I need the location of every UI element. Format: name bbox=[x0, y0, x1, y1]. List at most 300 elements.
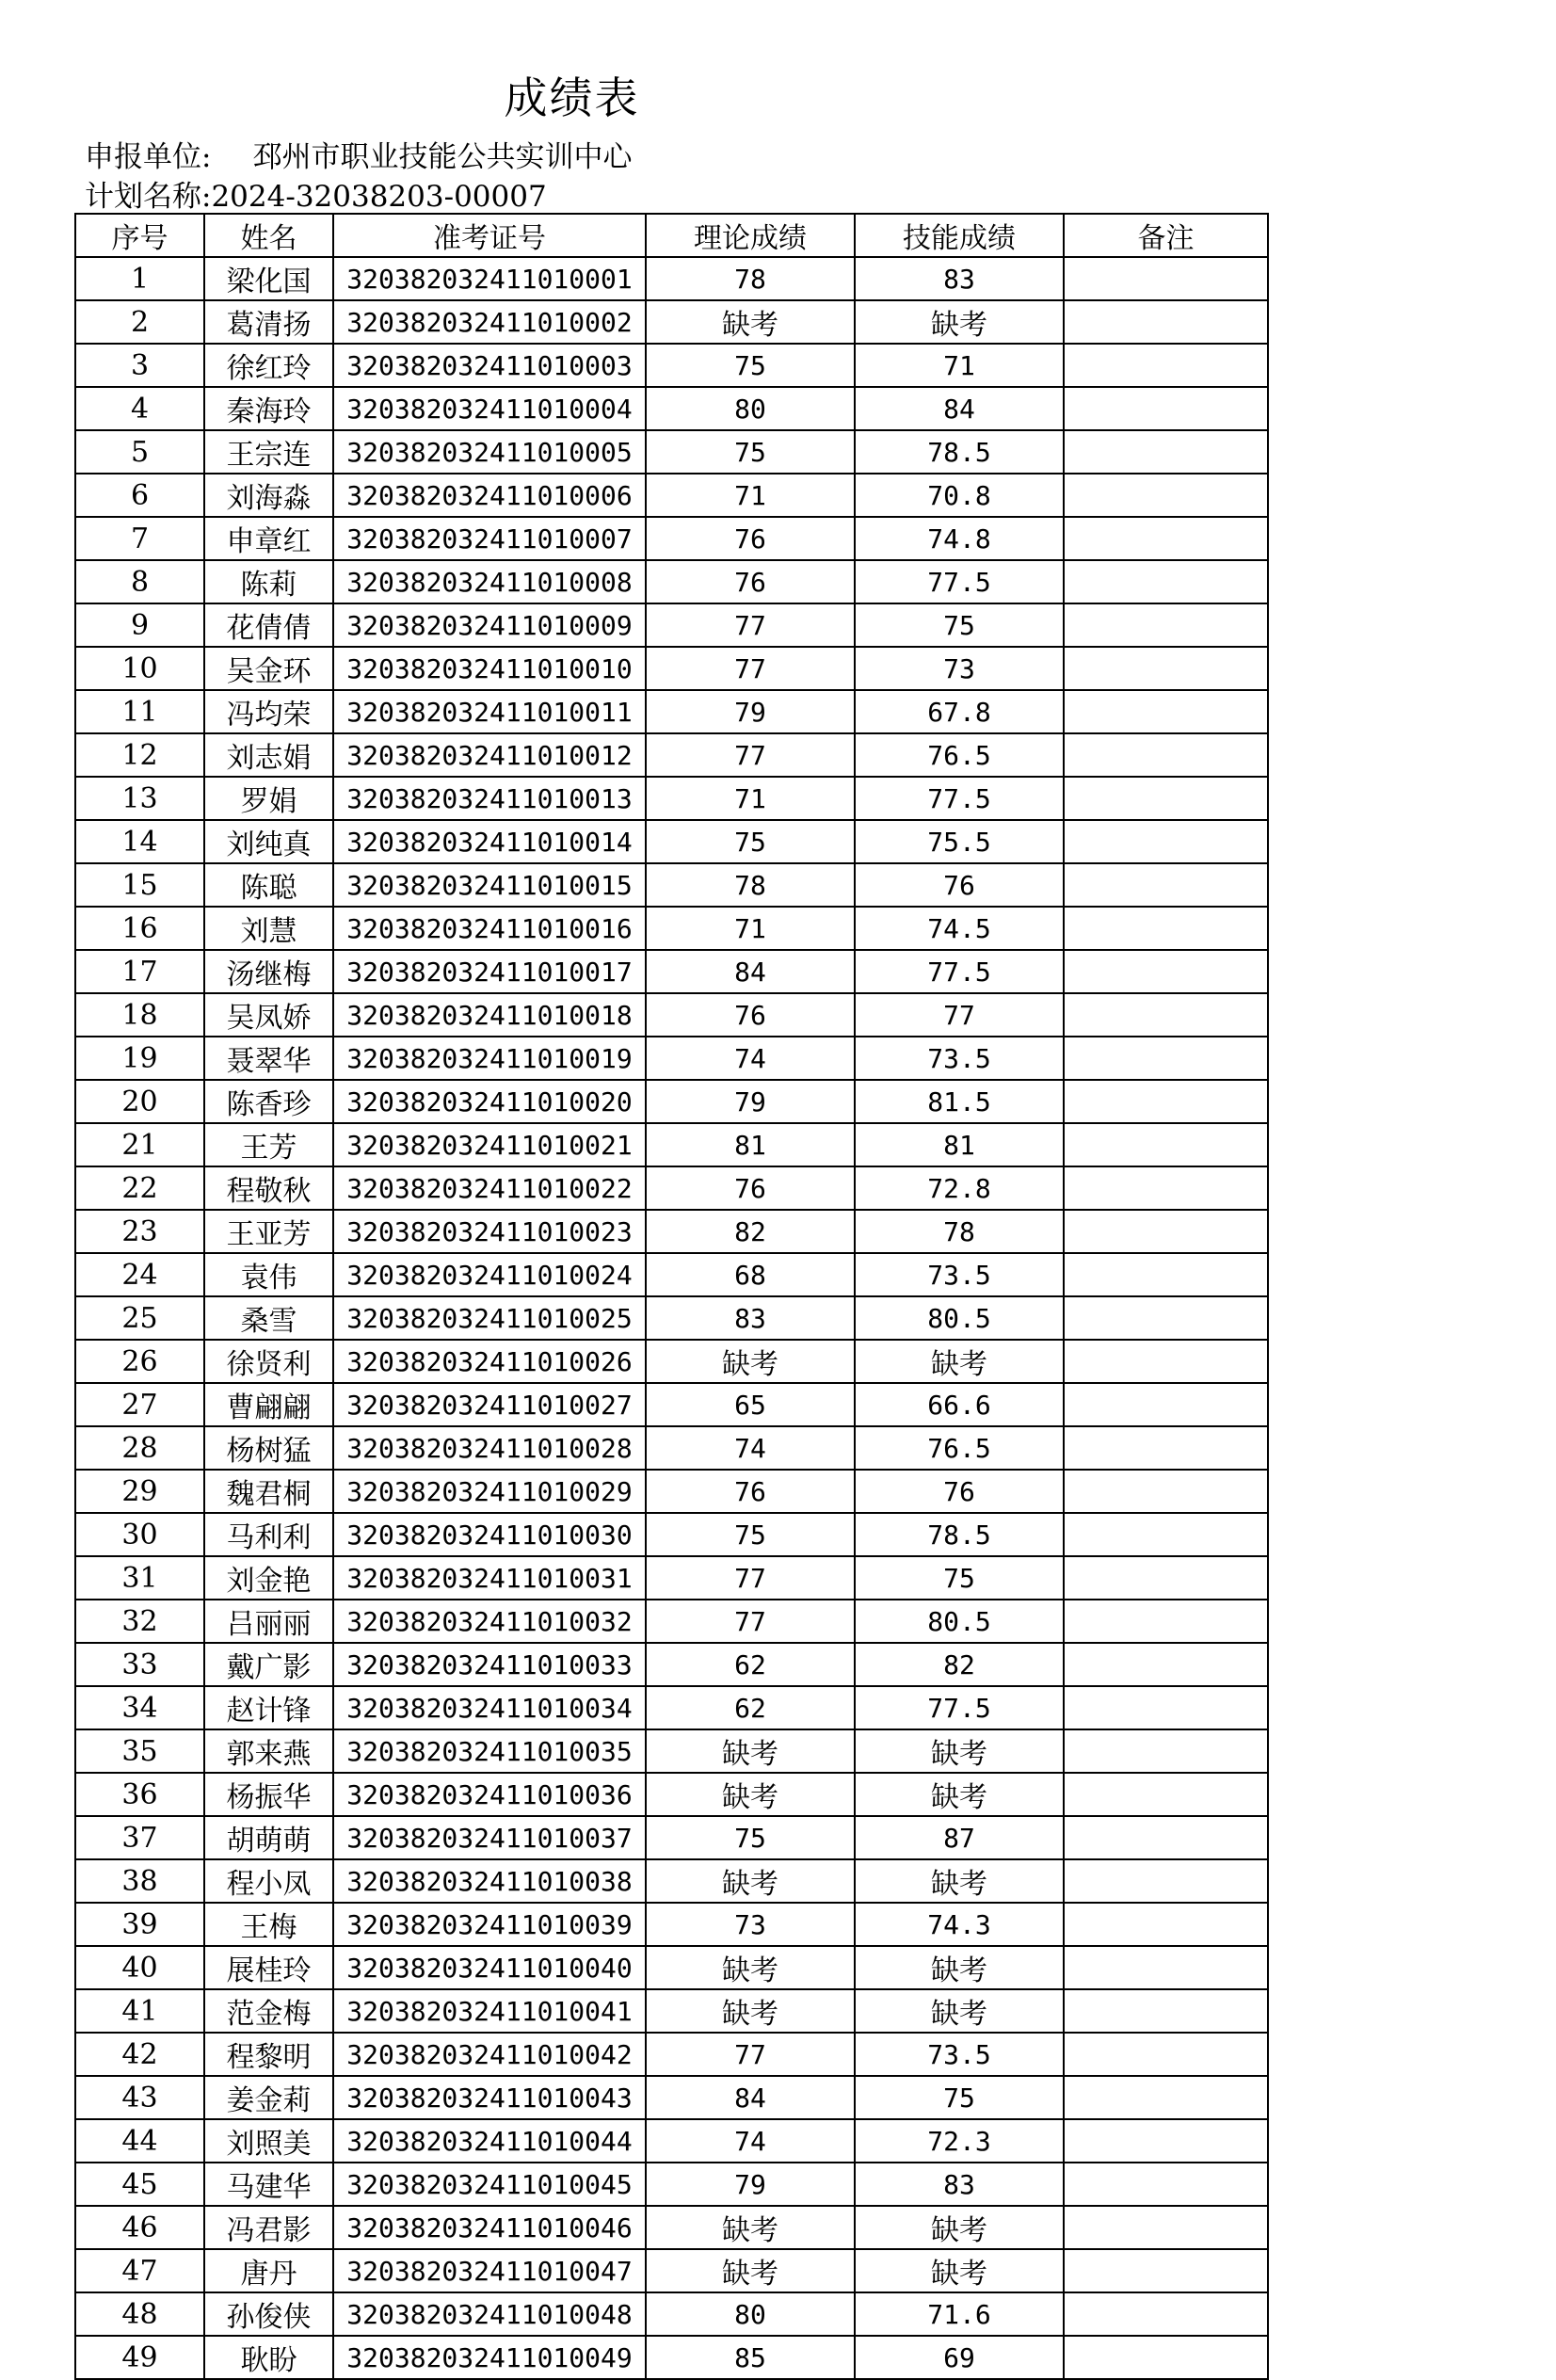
cell-no: 19 bbox=[75, 1037, 204, 1080]
cell-name: 展桂玲 bbox=[204, 1946, 333, 1989]
cell-skill-score: 77.5 bbox=[855, 1686, 1064, 1729]
cell-name: 吴凤娇 bbox=[204, 993, 333, 1037]
cell-remarks bbox=[1064, 517, 1268, 560]
cell-theory-score: 77 bbox=[646, 733, 855, 777]
cell-exam-id: 320382032411010030 bbox=[333, 1513, 646, 1556]
cell-remarks bbox=[1064, 344, 1268, 387]
cell-theory-score: 68 bbox=[646, 1253, 855, 1296]
cell-theory-score: 缺考 bbox=[646, 1989, 855, 2033]
cell-theory-score: 84 bbox=[646, 950, 855, 993]
cell-remarks bbox=[1064, 1296, 1268, 1340]
cell-no: 36 bbox=[75, 1773, 204, 1816]
cell-exam-id: 320382032411010032 bbox=[333, 1600, 646, 1643]
cell-no: 11 bbox=[75, 690, 204, 733]
table-row bbox=[75, 907, 1268, 950]
cell-no: 44 bbox=[75, 2119, 204, 2163]
cell-remarks bbox=[1064, 1470, 1268, 1513]
cell-name: 冯君影 bbox=[204, 2206, 333, 2249]
cell-exam-id: 320382032411010026 bbox=[333, 1340, 646, 1383]
cell-name: 王梅 bbox=[204, 1903, 333, 1946]
cell-exam-id: 320382032411010046 bbox=[333, 2206, 646, 2249]
cell-exam-id: 320382032411010008 bbox=[333, 560, 646, 603]
cell-no: 30 bbox=[75, 1513, 204, 1556]
cell-exam-id: 320382032411010024 bbox=[333, 1253, 646, 1296]
cell-no: 32 bbox=[75, 1600, 204, 1643]
cell-no: 9 bbox=[75, 603, 204, 647]
table-row bbox=[75, 2336, 1268, 2379]
cell-theory-score: 缺考 bbox=[646, 1340, 855, 1383]
table-row bbox=[75, 647, 1268, 690]
cell-no: 38 bbox=[75, 1859, 204, 1903]
cell-remarks bbox=[1064, 2292, 1268, 2336]
cell-exam-id: 320382032411010014 bbox=[333, 820, 646, 863]
cell-exam-id: 320382032411010017 bbox=[333, 950, 646, 993]
table-row bbox=[75, 820, 1268, 863]
cell-theory-score: 76 bbox=[646, 993, 855, 1037]
cell-name: 刘金艳 bbox=[204, 1556, 333, 1600]
table-row bbox=[75, 1556, 1268, 1600]
cell-no: 12 bbox=[75, 733, 204, 777]
cell-skill-score: 80.5 bbox=[855, 1600, 1064, 1643]
table-row bbox=[75, 1686, 1268, 1729]
cell-skill-score: 77.5 bbox=[855, 560, 1064, 603]
table-row bbox=[75, 1989, 1268, 2033]
table-row bbox=[75, 1903, 1268, 1946]
cell-theory-score: 缺考 bbox=[646, 1729, 855, 1773]
cell-skill-score: 76 bbox=[855, 863, 1064, 907]
cell-skill-score: 73.5 bbox=[855, 2033, 1064, 2076]
cell-remarks bbox=[1064, 907, 1268, 950]
cell-exam-id: 320382032411010006 bbox=[333, 474, 646, 517]
column-header-theory-score: 理论成绩 bbox=[646, 214, 855, 257]
cell-exam-id: 320382032411010035 bbox=[333, 1729, 646, 1773]
cell-name: 杨树猛 bbox=[204, 1426, 333, 1470]
table-row bbox=[75, 1123, 1268, 1166]
cell-remarks bbox=[1064, 993, 1268, 1037]
cell-remarks bbox=[1064, 777, 1268, 820]
cell-exam-id: 320382032411010009 bbox=[333, 603, 646, 647]
cell-no: 20 bbox=[75, 1080, 204, 1123]
cell-name: 胡萌萌 bbox=[204, 1816, 333, 1859]
cell-remarks bbox=[1064, 1123, 1268, 1166]
cell-no: 16 bbox=[75, 907, 204, 950]
cell-skill-score: 78.5 bbox=[855, 1513, 1064, 1556]
cell-remarks bbox=[1064, 1210, 1268, 1253]
column-header-name: 姓名 bbox=[204, 214, 333, 257]
cell-skill-score: 73 bbox=[855, 647, 1064, 690]
cell-name: 聂翠华 bbox=[204, 1037, 333, 1080]
cell-exam-id: 320382032411010004 bbox=[333, 387, 646, 430]
cell-theory-score: 74 bbox=[646, 2119, 855, 2163]
declaring-unit bbox=[85, 139, 632, 175]
cell-remarks bbox=[1064, 950, 1268, 993]
column-header-no: 序号 bbox=[75, 214, 204, 257]
cell-no: 41 bbox=[75, 1989, 204, 2033]
cell-remarks bbox=[1064, 1037, 1268, 1080]
cell-name: 罗娟 bbox=[204, 777, 333, 820]
cell-exam-id: 320382032411010005 bbox=[333, 430, 646, 474]
table-row bbox=[75, 1210, 1268, 1253]
cell-remarks bbox=[1064, 2206, 1268, 2249]
table-header-row bbox=[75, 214, 1268, 257]
cell-theory-score: 80 bbox=[646, 387, 855, 430]
cell-name: 马建华 bbox=[204, 2163, 333, 2206]
cell-skill-score: 74.5 bbox=[855, 907, 1064, 950]
table-row bbox=[75, 2033, 1268, 2076]
cell-exam-id: 320382032411010038 bbox=[333, 1859, 646, 1903]
cell-exam-id: 320382032411010048 bbox=[333, 2292, 646, 2336]
cell-no: 15 bbox=[75, 863, 204, 907]
cell-theory-score: 缺考 bbox=[646, 300, 855, 344]
cell-exam-id: 320382032411010019 bbox=[333, 1037, 646, 1080]
cell-theory-score: 77 bbox=[646, 2033, 855, 2076]
table-row bbox=[75, 1166, 1268, 1210]
cell-theory-score: 76 bbox=[646, 517, 855, 560]
cell-remarks bbox=[1064, 1773, 1268, 1816]
table-row bbox=[75, 257, 1268, 300]
cell-no: 27 bbox=[75, 1383, 204, 1426]
cell-skill-score: 缺考 bbox=[855, 1946, 1064, 1989]
cell-skill-score: 78.5 bbox=[855, 430, 1064, 474]
cell-remarks bbox=[1064, 733, 1268, 777]
cell-exam-id: 320382032411010042 bbox=[333, 2033, 646, 2076]
cell-no: 13 bbox=[75, 777, 204, 820]
table-row bbox=[75, 1340, 1268, 1383]
cell-theory-score: 75 bbox=[646, 430, 855, 474]
cell-theory-score: 76 bbox=[646, 1470, 855, 1513]
table-row bbox=[75, 1859, 1268, 1903]
cell-exam-id: 320382032411010012 bbox=[333, 733, 646, 777]
cell-skill-score: 缺考 bbox=[855, 1859, 1064, 1903]
cell-exam-id: 320382032411010022 bbox=[333, 1166, 646, 1210]
table-row bbox=[75, 993, 1268, 1037]
table-row bbox=[75, 950, 1268, 993]
cell-exam-id: 320382032411010011 bbox=[333, 690, 646, 733]
cell-name: 孙俊侠 bbox=[204, 2292, 333, 2336]
cell-no: 33 bbox=[75, 1643, 204, 1686]
cell-skill-score: 77.5 bbox=[855, 777, 1064, 820]
table-row bbox=[75, 1729, 1268, 1773]
cell-theory-score: 缺考 bbox=[646, 1773, 855, 1816]
cell-no: 2 bbox=[75, 300, 204, 344]
cell-exam-id: 320382032411010036 bbox=[333, 1773, 646, 1816]
cell-skill-score: 76.5 bbox=[855, 1426, 1064, 1470]
cell-theory-score: 缺考 bbox=[646, 1946, 855, 1989]
plan-name bbox=[85, 179, 547, 215]
cell-theory-score: 79 bbox=[646, 1080, 855, 1123]
cell-skill-score: 82 bbox=[855, 1643, 1064, 1686]
cell-no: 22 bbox=[75, 1166, 204, 1210]
cell-remarks bbox=[1064, 2336, 1268, 2379]
cell-name: 姜金莉 bbox=[204, 2076, 333, 2119]
cell-remarks bbox=[1064, 560, 1268, 603]
cell-no: 18 bbox=[75, 993, 204, 1037]
cell-skill-score: 74.8 bbox=[855, 517, 1064, 560]
cell-exam-id: 320382032411010015 bbox=[333, 863, 646, 907]
cell-name: 袁伟 bbox=[204, 1253, 333, 1296]
cell-remarks bbox=[1064, 2033, 1268, 2076]
cell-exam-id: 320382032411010028 bbox=[333, 1426, 646, 1470]
cell-theory-score: 缺考 bbox=[646, 1859, 855, 1903]
cell-remarks bbox=[1064, 1166, 1268, 1210]
cell-exam-id: 320382032411010023 bbox=[333, 1210, 646, 1253]
cell-no: 10 bbox=[75, 647, 204, 690]
table-row bbox=[75, 1470, 1268, 1513]
table-row bbox=[75, 517, 1268, 560]
cell-name: 刘照美 bbox=[204, 2119, 333, 2163]
cell-theory-score: 73 bbox=[646, 1903, 855, 1946]
cell-skill-score: 缺考 bbox=[855, 1340, 1064, 1383]
table-row bbox=[75, 863, 1268, 907]
cell-remarks bbox=[1064, 1946, 1268, 1989]
cell-remarks bbox=[1064, 2076, 1268, 2119]
cell-theory-score: 77 bbox=[646, 1556, 855, 1600]
cell-name: 王芳 bbox=[204, 1123, 333, 1166]
table-row bbox=[75, 777, 1268, 820]
cell-exam-id: 320382032411010049 bbox=[333, 2336, 646, 2379]
cell-theory-score: 65 bbox=[646, 1383, 855, 1426]
cell-skill-score: 73.5 bbox=[855, 1253, 1064, 1296]
cell-theory-score: 缺考 bbox=[646, 2206, 855, 2249]
cell-no: 25 bbox=[75, 1296, 204, 1340]
cell-exam-id: 320382032411010031 bbox=[333, 1556, 646, 1600]
cell-exam-id: 320382032411010002 bbox=[333, 300, 646, 344]
cell-exam-id: 320382032411010029 bbox=[333, 1470, 646, 1513]
cell-name: 陈聪 bbox=[204, 863, 333, 907]
plan-name-value: 2024-32038203-00007 bbox=[211, 180, 547, 214]
table-row bbox=[75, 1080, 1268, 1123]
cell-name: 马利利 bbox=[204, 1513, 333, 1556]
cell-skill-score: 73.5 bbox=[855, 1037, 1064, 1080]
cell-name: 程敬秋 bbox=[204, 1166, 333, 1210]
cell-exam-id: 320382032411010027 bbox=[333, 1383, 646, 1426]
cell-skill-score: 77 bbox=[855, 993, 1064, 1037]
cell-name: 吴金环 bbox=[204, 647, 333, 690]
cell-no: 4 bbox=[75, 387, 204, 430]
table-row bbox=[75, 560, 1268, 603]
cell-name: 郭来燕 bbox=[204, 1729, 333, 1773]
cell-no: 31 bbox=[75, 1556, 204, 1600]
cell-exam-id: 320382032411010043 bbox=[333, 2076, 646, 2119]
cell-exam-id: 320382032411010037 bbox=[333, 1816, 646, 1859]
cell-no: 24 bbox=[75, 1253, 204, 1296]
cell-theory-score: 77 bbox=[646, 1600, 855, 1643]
cell-theory-score: 75 bbox=[646, 1513, 855, 1556]
document-title: 成绩表 bbox=[504, 72, 640, 123]
cell-theory-score: 75 bbox=[646, 344, 855, 387]
cell-remarks bbox=[1064, 2119, 1268, 2163]
cell-remarks bbox=[1064, 1989, 1268, 2033]
cell-remarks bbox=[1064, 863, 1268, 907]
cell-theory-score: 85 bbox=[646, 2336, 855, 2379]
cell-skill-score: 75.5 bbox=[855, 820, 1064, 863]
cell-no: 35 bbox=[75, 1729, 204, 1773]
cell-skill-score: 缺考 bbox=[855, 1989, 1064, 2033]
cell-no: 45 bbox=[75, 2163, 204, 2206]
cell-theory-score: 71 bbox=[646, 907, 855, 950]
table-row bbox=[75, 2076, 1268, 2119]
cell-skill-score: 缺考 bbox=[855, 1729, 1064, 1773]
plan-name-label: 计划名称: bbox=[85, 180, 212, 214]
cell-skill-score: 77.5 bbox=[855, 950, 1064, 993]
cell-no: 48 bbox=[75, 2292, 204, 2336]
cell-remarks bbox=[1064, 1340, 1268, 1383]
cell-theory-score: 83 bbox=[646, 1296, 855, 1340]
table-row bbox=[75, 1296, 1268, 1340]
cell-no: 8 bbox=[75, 560, 204, 603]
table-row bbox=[75, 1253, 1268, 1296]
cell-theory-score: 77 bbox=[646, 647, 855, 690]
table-row bbox=[75, 430, 1268, 474]
cell-remarks bbox=[1064, 1643, 1268, 1686]
cell-name: 魏君桐 bbox=[204, 1470, 333, 1513]
cell-name: 陈莉 bbox=[204, 560, 333, 603]
cell-name: 程小凤 bbox=[204, 1859, 333, 1903]
cell-skill-score: 75 bbox=[855, 603, 1064, 647]
cell-remarks bbox=[1064, 1253, 1268, 1296]
cell-theory-score: 75 bbox=[646, 1816, 855, 1859]
cell-no: 5 bbox=[75, 430, 204, 474]
cell-theory-score: 74 bbox=[646, 1426, 855, 1470]
cell-theory-score: 79 bbox=[646, 690, 855, 733]
cell-exam-id: 320382032411010020 bbox=[333, 1080, 646, 1123]
cell-name: 王亚芳 bbox=[204, 1210, 333, 1253]
cell-name: 刘慧 bbox=[204, 907, 333, 950]
cell-name: 徐红玲 bbox=[204, 344, 333, 387]
cell-skill-score: 缺考 bbox=[855, 2206, 1064, 2249]
cell-name: 梁化国 bbox=[204, 257, 333, 300]
cell-no: 37 bbox=[75, 1816, 204, 1859]
cell-name: 程黎明 bbox=[204, 2033, 333, 2076]
cell-remarks bbox=[1064, 1729, 1268, 1773]
table-row bbox=[75, 1600, 1268, 1643]
cell-theory-score: 74 bbox=[646, 1037, 855, 1080]
cell-remarks bbox=[1064, 1513, 1268, 1556]
cell-exam-id: 320382032411010040 bbox=[333, 1946, 646, 1989]
cell-theory-score: 62 bbox=[646, 1686, 855, 1729]
cell-name: 耿盼 bbox=[204, 2336, 333, 2379]
cell-name: 范金梅 bbox=[204, 1989, 333, 2033]
cell-remarks bbox=[1064, 430, 1268, 474]
cell-exam-id: 320382032411010016 bbox=[333, 907, 646, 950]
cell-theory-score: 81 bbox=[646, 1123, 855, 1166]
cell-name: 赵计锋 bbox=[204, 1686, 333, 1729]
cell-exam-id: 320382032411010041 bbox=[333, 1989, 646, 2033]
table-row bbox=[75, 1816, 1268, 1859]
cell-skill-score: 81.5 bbox=[855, 1080, 1064, 1123]
cell-no: 47 bbox=[75, 2249, 204, 2292]
cell-skill-score: 71 bbox=[855, 344, 1064, 387]
table-row bbox=[75, 1037, 1268, 1080]
cell-name: 桑雪 bbox=[204, 1296, 333, 1340]
cell-name: 曹翩翩 bbox=[204, 1383, 333, 1426]
cell-theory-score: 80 bbox=[646, 2292, 855, 2336]
cell-name: 王宗连 bbox=[204, 430, 333, 474]
table-row bbox=[75, 2249, 1268, 2292]
cell-skill-score: 缺考 bbox=[855, 1773, 1064, 1816]
cell-no: 3 bbox=[75, 344, 204, 387]
cell-skill-score: 76.5 bbox=[855, 733, 1064, 777]
cell-theory-score: 缺考 bbox=[646, 2249, 855, 2292]
table-row bbox=[75, 387, 1268, 430]
cell-exam-id: 320382032411010018 bbox=[333, 993, 646, 1037]
table-row bbox=[75, 1946, 1268, 1989]
cell-remarks bbox=[1064, 690, 1268, 733]
column-header-exam-id: 准考证号 bbox=[333, 214, 646, 257]
cell-name: 刘海淼 bbox=[204, 474, 333, 517]
cell-remarks bbox=[1064, 1903, 1268, 1946]
cell-no: 1 bbox=[75, 257, 204, 300]
cell-remarks bbox=[1064, 1383, 1268, 1426]
cell-exam-id: 320382032411010044 bbox=[333, 2119, 646, 2163]
cell-no: 26 bbox=[75, 1340, 204, 1383]
cell-exam-id: 320382032411010003 bbox=[333, 344, 646, 387]
cell-remarks bbox=[1064, 1080, 1268, 1123]
table-row bbox=[75, 2292, 1268, 2336]
cell-theory-score: 71 bbox=[646, 474, 855, 517]
cell-no: 39 bbox=[75, 1903, 204, 1946]
cell-skill-score: 71.6 bbox=[855, 2292, 1064, 2336]
cell-skill-score: 69 bbox=[855, 2336, 1064, 2379]
score-table-body bbox=[75, 257, 1268, 2379]
table-row bbox=[75, 2206, 1268, 2249]
cell-theory-score: 78 bbox=[646, 257, 855, 300]
cell-skill-score: 81 bbox=[855, 1123, 1064, 1166]
cell-no: 6 bbox=[75, 474, 204, 517]
cell-theory-score: 76 bbox=[646, 560, 855, 603]
table-row bbox=[75, 2163, 1268, 2206]
cell-remarks bbox=[1064, 257, 1268, 300]
cell-theory-score: 84 bbox=[646, 2076, 855, 2119]
table-row bbox=[75, 344, 1268, 387]
cell-no: 42 bbox=[75, 2033, 204, 2076]
cell-remarks bbox=[1064, 474, 1268, 517]
cell-no: 34 bbox=[75, 1686, 204, 1729]
cell-name: 汤继梅 bbox=[204, 950, 333, 993]
cell-theory-score: 78 bbox=[646, 863, 855, 907]
cell-remarks bbox=[1064, 2163, 1268, 2206]
table-row bbox=[75, 690, 1268, 733]
cell-name: 秦海玲 bbox=[204, 387, 333, 430]
table-row bbox=[75, 733, 1268, 777]
table-row bbox=[75, 300, 1268, 344]
table-row bbox=[75, 1643, 1268, 1686]
cell-skill-score: 75 bbox=[855, 2076, 1064, 2119]
cell-theory-score: 77 bbox=[646, 603, 855, 647]
cell-no: 14 bbox=[75, 820, 204, 863]
cell-name: 杨振华 bbox=[204, 1773, 333, 1816]
cell-remarks bbox=[1064, 1426, 1268, 1470]
cell-skill-score: 78 bbox=[855, 1210, 1064, 1253]
score-table bbox=[74, 213, 1269, 2380]
cell-exam-id: 320382032411010007 bbox=[333, 517, 646, 560]
declaring-unit-label: 申报单位: bbox=[85, 140, 212, 174]
cell-skill-score: 72.8 bbox=[855, 1166, 1064, 1210]
cell-no: 21 bbox=[75, 1123, 204, 1166]
cell-name: 刘纯真 bbox=[204, 820, 333, 863]
cell-no: 17 bbox=[75, 950, 204, 993]
cell-no: 29 bbox=[75, 1470, 204, 1513]
table-row bbox=[75, 603, 1268, 647]
cell-remarks bbox=[1064, 1816, 1268, 1859]
cell-no: 43 bbox=[75, 2076, 204, 2119]
cell-theory-score: 62 bbox=[646, 1643, 855, 1686]
cell-remarks bbox=[1064, 603, 1268, 647]
cell-remarks bbox=[1064, 300, 1268, 344]
cell-skill-score: 66.6 bbox=[855, 1383, 1064, 1426]
cell-name: 陈香珍 bbox=[204, 1080, 333, 1123]
cell-theory-score: 71 bbox=[646, 777, 855, 820]
